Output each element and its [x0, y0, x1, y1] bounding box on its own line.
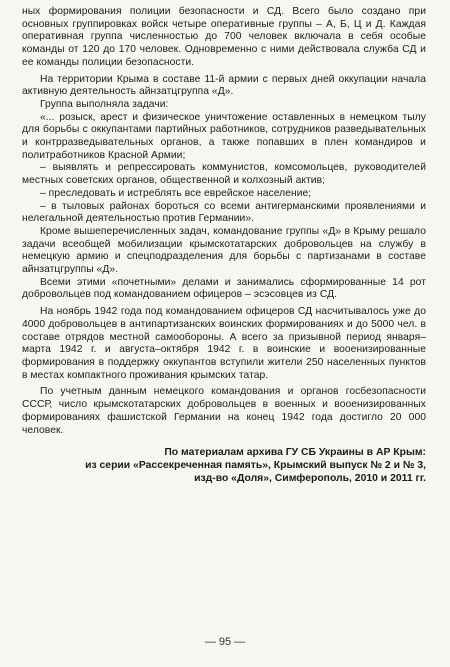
paragraph-task-search-arrest: «... розыск, арест и физическое уничтожение оставленных в немецком тылу для борьбы с оккупантами партийных работников, сотрудников разведывательных и контрразведывательных органов, а также попавших в плен командиров и политработников Красной Армии;	[22, 111, 426, 161]
paragraph-mobilization: Кроме вышеперечисленных задач, командование группы «Д» в Крыму решало задачи всеобщей мобилизации крымскотатарских добровольцев на службу в немецкую армию и спецподразделения для борьбы с партизанами в составе айнзатцгруппы «Д».	[22, 225, 426, 276]
paragraph-task-persecute: – преследовать и истреблять все еврейское население;	[40, 187, 312, 199]
paragraph-volunteer-totals: По учетным данным немецкого командования и органов госбезопасности СССР, число крымскотатарских добровольцев в военных и вооенизированных формированиях фашистской Германии на конец 1942 года достигло 20 000 человек.	[22, 386, 426, 436]
paragraph-task-rear-areas: – в тыловых районах бороться со всеми антигерманскими проявлениями и нелегальной деятельностью против Германии».	[22, 200, 426, 225]
credits-line-series: из серии «Рассекреченная память», Крымский выпуск № 2 и № 3,	[85, 460, 426, 472]
paragraph-november-1942: На ноябрь 1942 года под командованием офицеров СД насчитывалось уже до 4000 добровольцев в антипартизанских воинских формированиях и до 5000 чел. в составе отрядов местной самообороны. А всего за призывной период января–марта 1942 г. и августа–октября 1942 г. в воинские и вооенизированные формирования в поддержку оккупантов вступили жители 250 населенных пунктов в местах компактного проживания крымских татар.	[22, 306, 426, 381]
paragraph-task-repress: – выявлять и репрессировать коммунистов, комсомольцев, руководителей местных советских органов, общественной и колхозный актив;	[22, 162, 426, 187]
source-credits	[22, 446, 426, 485]
credits-line-publisher: изд-во «Доля», Симферополь, 2010 и 2011 гг.	[194, 473, 426, 485]
paragraph-crimea-einsatzgruppe: На территории Крыма в составе 11-й армии с первых дней оккупации начала активную деятельность айнзатцгруппа «Д».	[22, 73, 426, 98]
document-page	[22, 6, 426, 485]
paragraph-volunteer-companies: Всеми этими «почетными» делами и занимались сформированные 14 рот добровольцев под командованием офицеров – эсэсовцев из СД.	[22, 276, 426, 301]
page-number: — 95 —	[204, 636, 246, 648]
paragraph-intro-continuation: ных формирования полиции безопасности и СД. Всего было создано при основных группировках войск четыре оперативные группы – А, Б, Ц и Д. Каждая оперативная группа численностью до 700 человек включала в себя особые команды от 120 до 170 человек. Одновременно с ними действовала служба СД и ее команды полиции безопасности.	[22, 6, 426, 68]
paragraph-group-tasks-heading: Группа выполняла задачи:	[40, 98, 169, 110]
credits-line-archive: По материалам архива ГУ СБ Украины в АР Крым:	[164, 447, 426, 459]
